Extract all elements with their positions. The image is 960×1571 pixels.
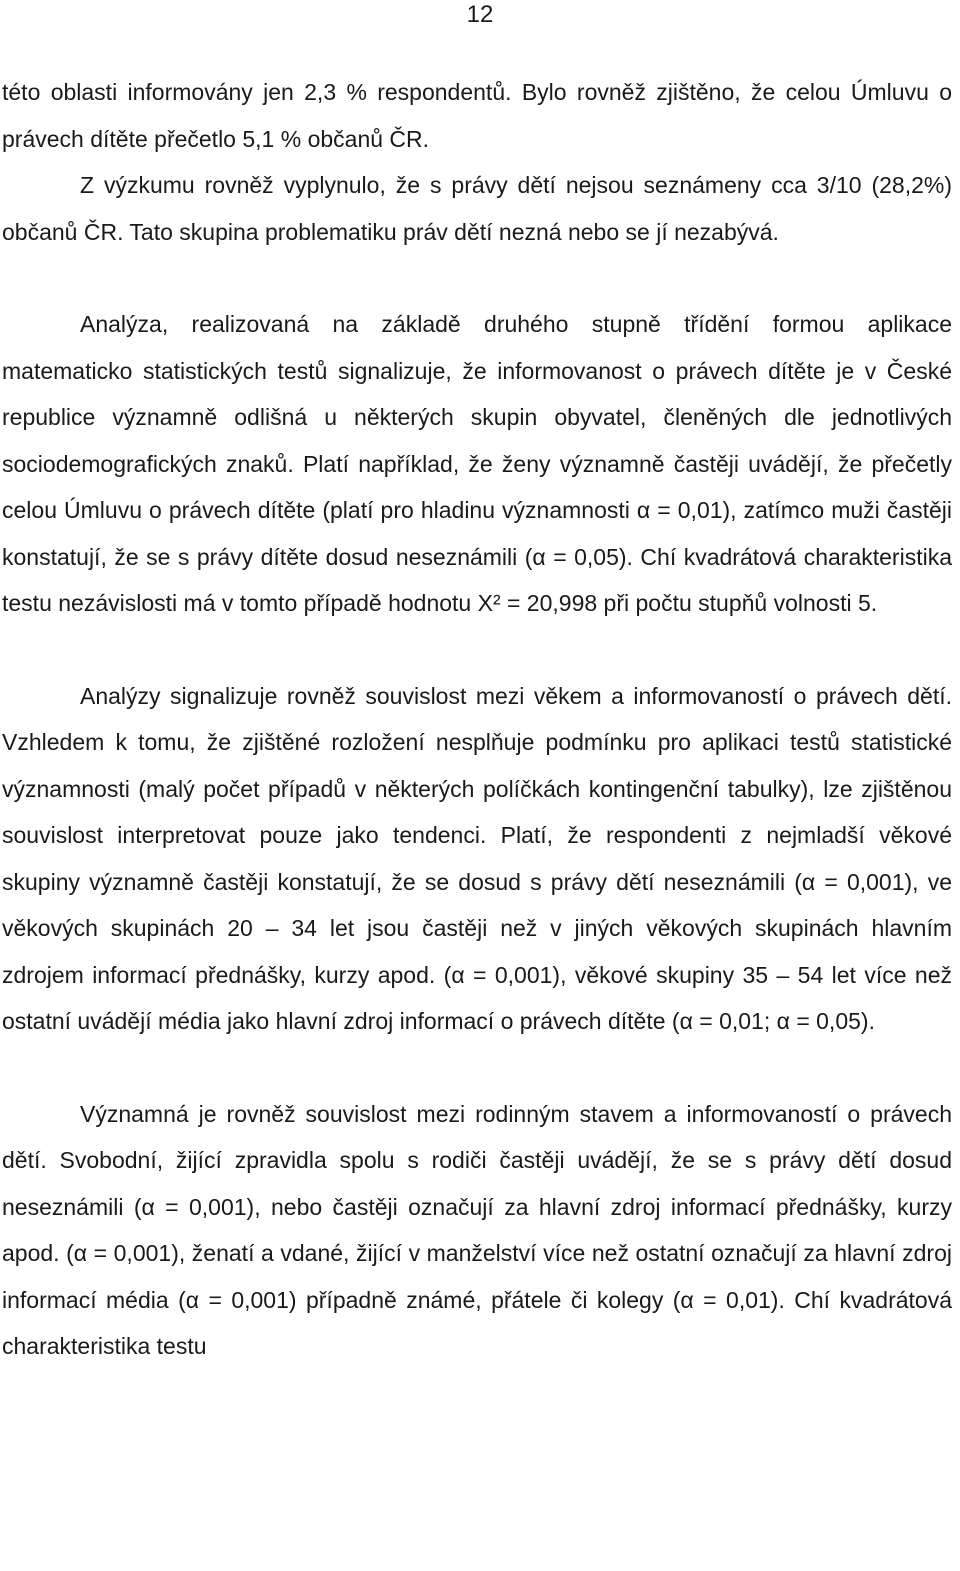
paragraph-2: Z výzkumu rovněž vyplynulo, že s právy dětí nejsou seznámeny cca 3/10 (28,2%) občanů ČR. Tato skupina problematiku práv dětí nezná nebo se jí nezabývá.: [2, 172, 952, 245]
paragraph-3: Analýza, realizovaná na základě druhého stupně třídění formou aplikace matematicko statistických testů signalizuje, že informovanost o právech dítěte je v České republice významně odlišná u některých skupin obyvatel, členěných dle jednotlivých sociodemografických znaků. Platí například, že ženy významně častěji uvádějí, že přečetly celou Úmluvu o právech dítěte (platí pro hladinu významnosti α = 0,01), zatímco muži častěji konstatují, že se s právy dítěte dosud neseznámili (α = 0,05). Chí kvadrátová charakteristika testu nezávislosti má v tomto případě hodnotu Χ² = 20,998 při počtu stupňů volnosti 5.: [2, 311, 952, 616]
paragraph-5: Významná je rovněž souvislost mezi rodinným stavem a informovaností o právech dětí. Svobodní, žijící zpravidla spolu s rodiči častěji uvádějí, že se s právy dětí dosud neseznámili (α = 0,001), nebo častěji označují za hlavní zdroj informací přednášky, kurzy apod. (α = 0,001), ženatí a vdané, žijící v manželství více než ostatní označují za hlavní zdroj informací média (α = 0,001) případně známé, přátele či kolegy (α = 0,01). Chí kvadrátová charakteristika testu: [2, 1100, 952, 1359]
document-body: [2, 69, 952, 1370]
paragraph-4: Analýzy signalizuje rovněž souvislost mezi věkem a informovaností o právech dětí. Vzhledem k tomu, že zjištěné rozložení nesplňuje podmínku pro aplikaci testů statistické významnosti (malý počet případů v některých políčkách kontingenční tabulky), lze zjištěnou souvislost interpretovat pouze jako tendenci. Platí, že respondenti z nejmladší věkové skupiny významně častěji konstatují, že se dosud s právy dětí neseznámili (α = 0,001), ve věkových skupinách 20 – 34 let jsou častěji než v jiných věkových skupinách hlavním zdrojem informací přednášky, kurzy apod. (α = 0,001), věkové skupiny 35 – 54 let více než ostatní uvádějí média jako hlavní zdroj informací o právech dítěte (α = 0,01; α = 0,05).: [2, 682, 952, 1034]
paragraph-1: této oblasti informovány jen 2,3 % respondentů. Bylo rovněž zjištěno, že celou Úmluvu o právech dítěte přečetlo 5,1 % občanů ČR.: [2, 79, 952, 152]
page-number: 12: [466, 1, 494, 28]
